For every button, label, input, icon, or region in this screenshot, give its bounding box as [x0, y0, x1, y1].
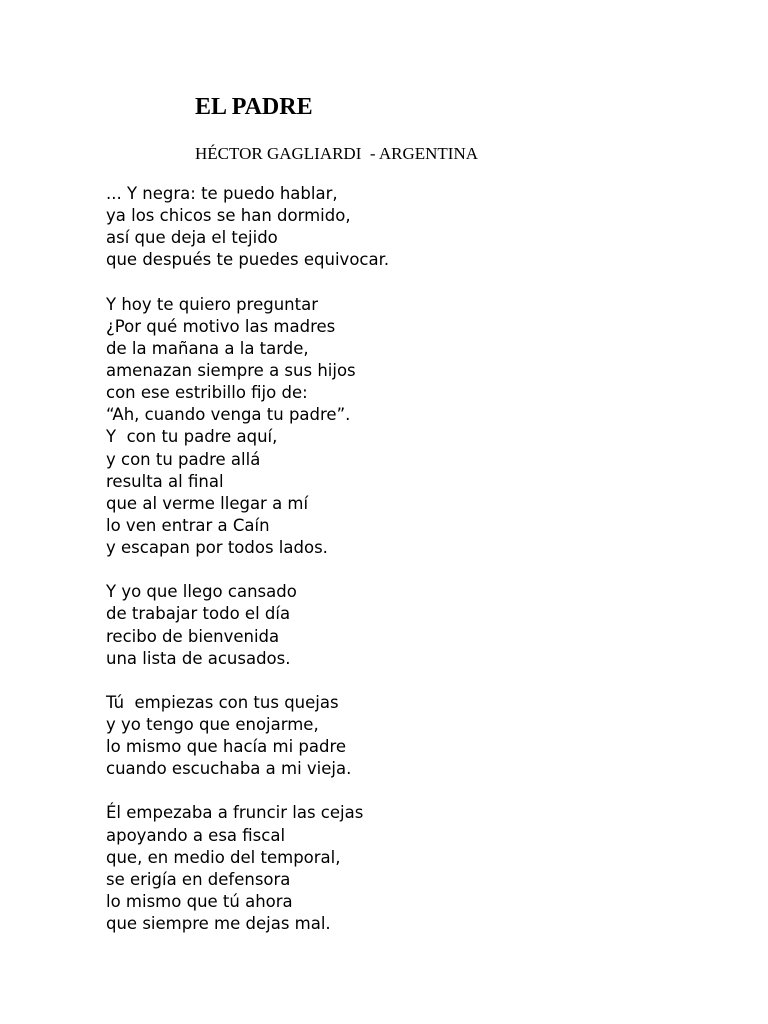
poem-line: y con tu padre allá	[106, 449, 261, 469]
poem-line: apoyando a esa fiscal	[106, 825, 286, 845]
poem-line: ya los chicos se han dormido,	[106, 206, 351, 226]
poem-line: recibo de bienvenida	[106, 626, 280, 646]
poem-line: de la mañana a la tarde,	[106, 338, 309, 358]
poem-title: EL PADRE	[195, 94, 313, 120]
poem-line: y escapan por todos lados.	[106, 538, 328, 558]
poem-line: que, en medio del temporal,	[106, 847, 341, 867]
poem-author: HÉCTOR GAGLIARDI - ARGENTINA	[195, 144, 478, 163]
poem-line: que después te puedes equivocar.	[106, 250, 390, 270]
poem-line: Y yo que llego cansado	[106, 582, 297, 602]
poem-line: que al verme llegar a mí	[106, 493, 309, 513]
poem-line: que siempre me dejas mal.	[106, 914, 331, 934]
poem-line: cuando escuchaba a mi vieja.	[106, 759, 352, 779]
poem-line: ¿Por qué motivo las madres	[106, 316, 336, 336]
poem-line: así que deja el tejido	[106, 228, 278, 248]
poem-body	[106, 183, 726, 957]
poem-stanza	[106, 183, 726, 272]
poem-line: Y con tu padre aquí,	[106, 427, 278, 447]
poem-line: una lista de acusados.	[106, 648, 291, 668]
poem-stanza	[106, 581, 726, 670]
poem-line: amenazan siempre a sus hijos	[106, 360, 356, 380]
poem-stanza	[106, 802, 726, 935]
poem-line: se erigía en defensora	[106, 869, 291, 889]
poem-line: lo ven entrar a Caín	[106, 515, 270, 535]
poem-line: lo mismo que tú ahora	[106, 891, 293, 911]
poem-line: y yo tengo que enojarme,	[106, 714, 319, 734]
poem-line: Y hoy te quiero preguntar	[106, 294, 318, 314]
poem-line: lo mismo que hacía mi padre	[106, 737, 347, 757]
poem-line: Él empezaba a fruncir las cejas	[106, 803, 364, 823]
poem-stanza	[106, 692, 726, 781]
poem-line: Tú empiezas con tus quejas	[106, 692, 339, 712]
poem-line: “Ah, cuando venga tu padre”.	[106, 405, 351, 425]
poem-line: con ese estribillo fijo de:	[106, 383, 308, 403]
poem-line: de trabajar todo el día	[106, 604, 291, 624]
poem-line: ... Y negra: te puedo hablar,	[106, 184, 338, 203]
poem-stanza	[106, 294, 726, 560]
poem-line: resulta al final	[106, 471, 224, 491]
